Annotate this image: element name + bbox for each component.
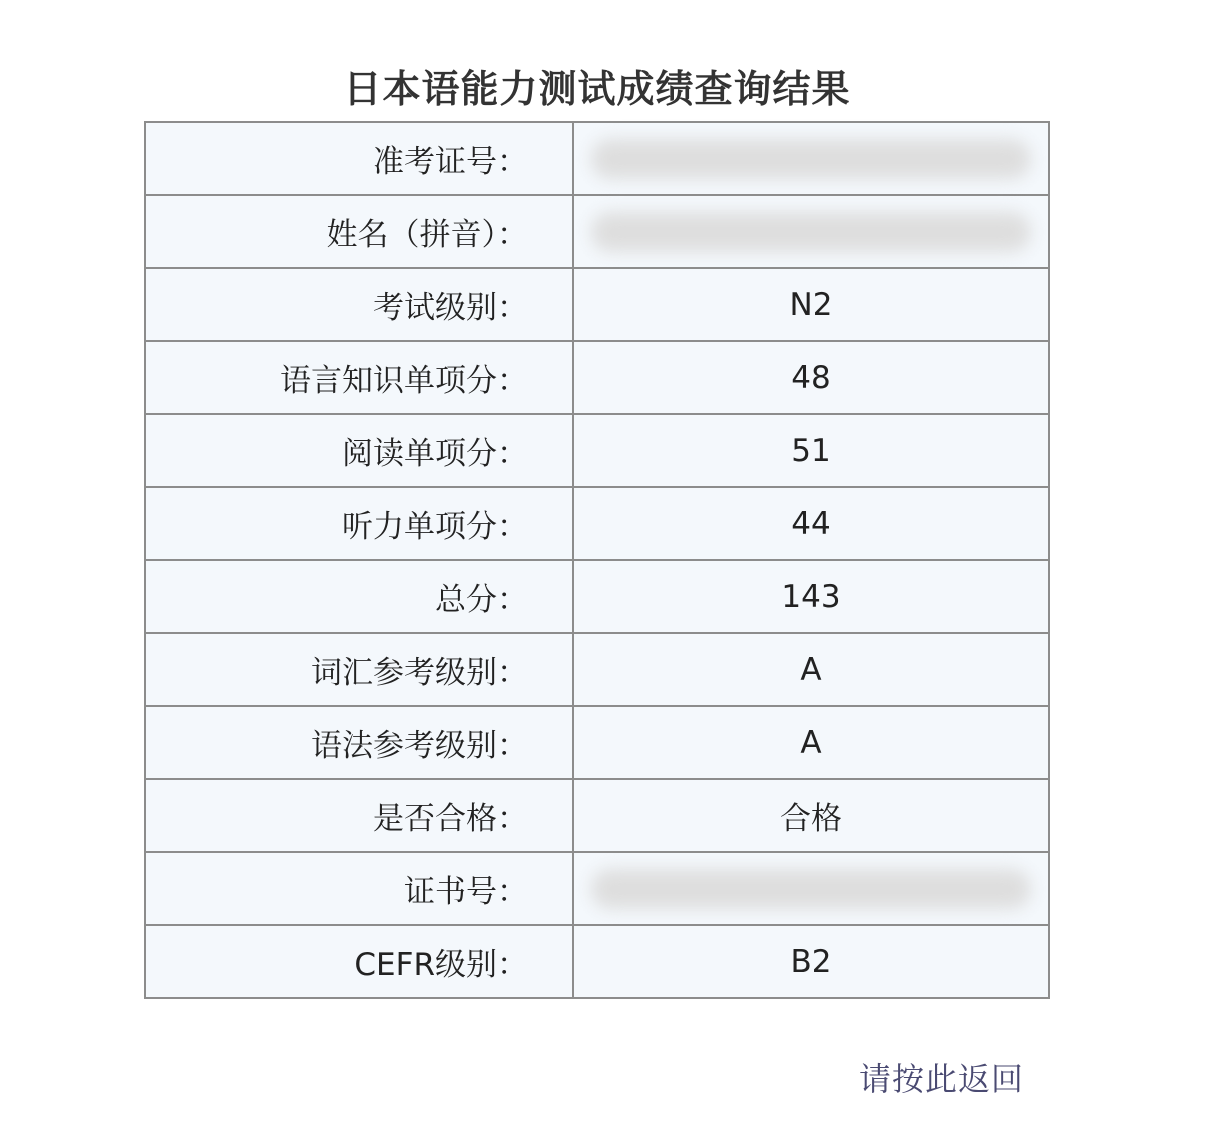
redacted-block: [591, 139, 1031, 179]
vocabulary-level-value: A: [573, 633, 1049, 706]
listening-score-value: 44: [573, 487, 1049, 560]
page-title: 日本语能力测试成绩查询结果: [343, 67, 851, 111]
table-row: [145, 195, 1049, 268]
grammar-level-label: 语法参考级别：: [145, 706, 573, 779]
pass-status-value: 合格: [573, 779, 1049, 852]
certificate-number-label: 证书号：: [145, 852, 573, 925]
language-knowledge-score-label: 语言知识单项分：: [145, 341, 573, 414]
table-row: [145, 925, 1049, 998]
reading-score-label: 阅读单项分：: [145, 414, 573, 487]
table-row: [145, 706, 1049, 779]
table-row: [145, 122, 1049, 195]
reading-score-value: 51: [573, 414, 1049, 487]
certificate-number-value: [573, 852, 1049, 925]
name-pinyin-value: [573, 195, 1049, 268]
total-score-value: 143: [573, 560, 1049, 633]
vocabulary-level-label: 词汇参考级别：: [145, 633, 573, 706]
language-knowledge-score-value: 48: [573, 341, 1049, 414]
exam-number-value: [573, 122, 1049, 195]
back-link[interactable]: 请按此返回: [858, 1060, 1024, 1098]
name-pinyin-label: 姓名（拼音）：: [145, 195, 573, 268]
cefr-level-label: CEFR级别：: [145, 925, 573, 998]
table-row: [145, 268, 1049, 341]
redacted-block: [591, 869, 1031, 909]
redacted-block: [591, 212, 1031, 252]
table-row: [145, 633, 1049, 706]
result-table: [144, 121, 1050, 999]
table-row: [145, 414, 1049, 487]
total-score-label: 总分：: [145, 560, 573, 633]
table-row: [145, 487, 1049, 560]
table-row: [145, 341, 1049, 414]
listening-score-label: 听力单项分：: [145, 487, 573, 560]
table-row: [145, 560, 1049, 633]
exam-level-value: N2: [573, 268, 1049, 341]
table-row: [145, 852, 1049, 925]
exam-level-label: 考试级别：: [145, 268, 573, 341]
table-row: [145, 779, 1049, 852]
grammar-level-value: A: [573, 706, 1049, 779]
cefr-level-value: B2: [573, 925, 1049, 998]
pass-status-label: 是否合格：: [145, 779, 573, 852]
exam-number-label: 准考证号：: [145, 122, 573, 195]
